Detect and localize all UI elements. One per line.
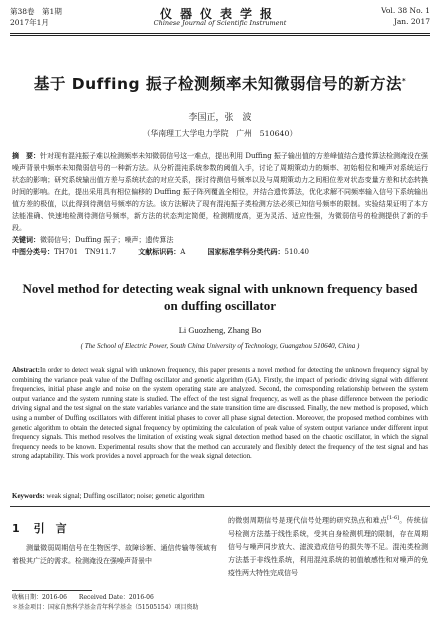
subject-code — [208, 248, 320, 256]
section-title: 引 言 — [33, 522, 67, 535]
abstract-cn — [12, 150, 428, 234]
citation-ref: [1-6] — [387, 515, 400, 521]
volume-cn: 第38卷 第1期 — [10, 7, 62, 16]
paper-title-cn — [10, 72, 430, 94]
paper-title-en: Novel method for detecting weak signal with unknown frequency based on duffing oscillator — [22, 281, 418, 313]
abstract-en-label: Abstract: — [12, 367, 40, 374]
right-text-b: 。传统信号检测方法基于线性系统，受其自身检测机理的限制，存在周期信号与噪声同步放大、滤波造成信号的损失等不足。混沌类检测方法基于非线性系统，利用混沌系统的初值敏感性和对噪声的免疫性两大特性完成信号 — [228, 516, 429, 578]
keywords-en-label: Keywords: — [12, 492, 45, 500]
title-footnote-mark: * — [401, 76, 407, 85]
doc-label: 文献标识码： — [138, 248, 181, 256]
keywords-cn — [12, 234, 428, 246]
journal-title-en: Chinese Journal of Scientific Instrument — [153, 19, 287, 27]
journal-title-cn: 仪器仪表学报 — [159, 7, 280, 21]
header-rule — [10, 33, 430, 34]
abstract-en-text: In order to detect weak signal with unknown frequency, this paper presents a novel method for detecting the unknown frequency signal by combining the variance peak value of the Duffing oscillator and genetic algorithm (GA). Firstly, the impact of periodic driving signal with different frequencies, initial phase angle and noise on the system operating state are analyzed. Second, the corresponding relationship between the system output variance and the system running state is studied. The effect of the test signal frequency, as well as the phase difference between the periodic driving signal and the test signal on the state variables variance and the state transition time are discussed. Finally, the new method is proposed, which using a number of Duffing oscillators with different initial phases to cover all phase signal detection. Moreover, the proposed method combines with genetic algorithm to obtain the detected signal frequency by optimizing the calculation of peak value of system output variance under different input frequency signals. This method resolves the limitation of existing weak signal detection method based on the chaotic oscillator, in which the signal frequency needs to be known. Experimental results show that the method can accurately and flexibly detect the frequency of the test signal and has strong adaptability. This work provides a novel approach for the weak signal detection. — [12, 367, 428, 461]
left-column — [12, 520, 217, 568]
intro-paragraph: 测量微弱周期信号在生物医学、故障诊断、通信传输等领域有着极其广泛的需求。检测淹没在强噪声背景中 — [12, 544, 217, 565]
right-column — [228, 512, 428, 580]
footnote-received: 收稿日期：2016-06 Received Date：2016-06 — [12, 594, 154, 601]
classification-codes — [12, 246, 428, 258]
subj-label: 国家标准学科分类代码： — [207, 248, 285, 256]
authors-en: Li Guozheng, Zhang Bo — [178, 325, 262, 335]
title-cn-text: 基于 Duffing 振子检测频率未知微弱信号的新方法 — [33, 75, 402, 93]
clc-value: TH701 TN911.7 — [54, 248, 116, 256]
keywords-en — [12, 491, 428, 501]
clc-code — [12, 248, 126, 256]
clc-label: 中图分类号： — [12, 248, 54, 256]
header-rule-thin — [10, 35, 430, 36]
section-heading — [12, 520, 217, 536]
abstract-cn-text: 针对现有混沌振子难以检测频率未知微弱信号这一难点，提出利用 Duffing 振子输出值的方差峰值结合遗传算法检测淹没在强噪声背景中频率未知微弱信号的一种新方法。从分析混沌系统参数的阈值入手，讨论了周期策动力的频率、初始相位和噪声对系统运行状态的影响；研究系统输出值方差与系统状态的对应关系，探讨待测信号频率以及与周期策动力之间相位差对状态变量方差和状态转换时间的影响。在此，提出采用具有相位偏移的 Duffing 振子阵列覆盖全相位，并结合遗传算法，优化求解不同频率输入信号下系统输出值方差的极值，以此得到待测信号频率的方法。该方法解决了现有混沌振子类检测方法必须已知信号频率的限制。实验结果证明了本方法能准确、快速地检测待测信号频率，新方法的状态判定简便，检测精度高，更为灵活、适应性强，为微弱信号的检测提供了新的手段。 — [12, 152, 428, 232]
date-cn: 2017年1月 — [10, 18, 49, 27]
section-divider — [10, 506, 430, 507]
footnote-rule — [12, 590, 92, 591]
authors-cn: 李国正，张 波 — [188, 113, 252, 123]
doc-code — [138, 248, 195, 256]
affiliation-cn: （华南理工大学电力学院 广州 510640） — [142, 129, 298, 138]
volume-en: Vol. 38 No. 1 — [381, 6, 430, 15]
journal-header — [10, 5, 430, 31]
footnote-fund: ＊基金项目：国家自然科学基金青年科学基金（51505154）项目资助 — [12, 604, 199, 611]
abstract-cn-label: 摘 要： — [12, 152, 41, 160]
intro-paragraph-continued — [228, 512, 428, 580]
doc-value: A — [180, 248, 186, 256]
section-number: 1 — [12, 522, 20, 535]
subj-value: 510.40 — [284, 248, 309, 256]
right-text-a: 的微弱周期信号是现代信号处理的研究热点和难点 — [228, 516, 388, 525]
keywords-en-text: weak signal; Duffing oscillator; noise; genetic algorithm — [46, 492, 205, 500]
date-en: Jan. 2017 — [393, 17, 430, 26]
affiliation-en: ( The School of Electric Power, South China University of Technology, Guangzhou 510640, China ) — [80, 342, 360, 350]
keywords-cn-text: 微弱信号；Duffing 振子；噪声；遗传算法 — [40, 236, 174, 244]
keywords-cn-label: 关键词： — [12, 236, 40, 244]
abstract-en — [12, 366, 428, 462]
